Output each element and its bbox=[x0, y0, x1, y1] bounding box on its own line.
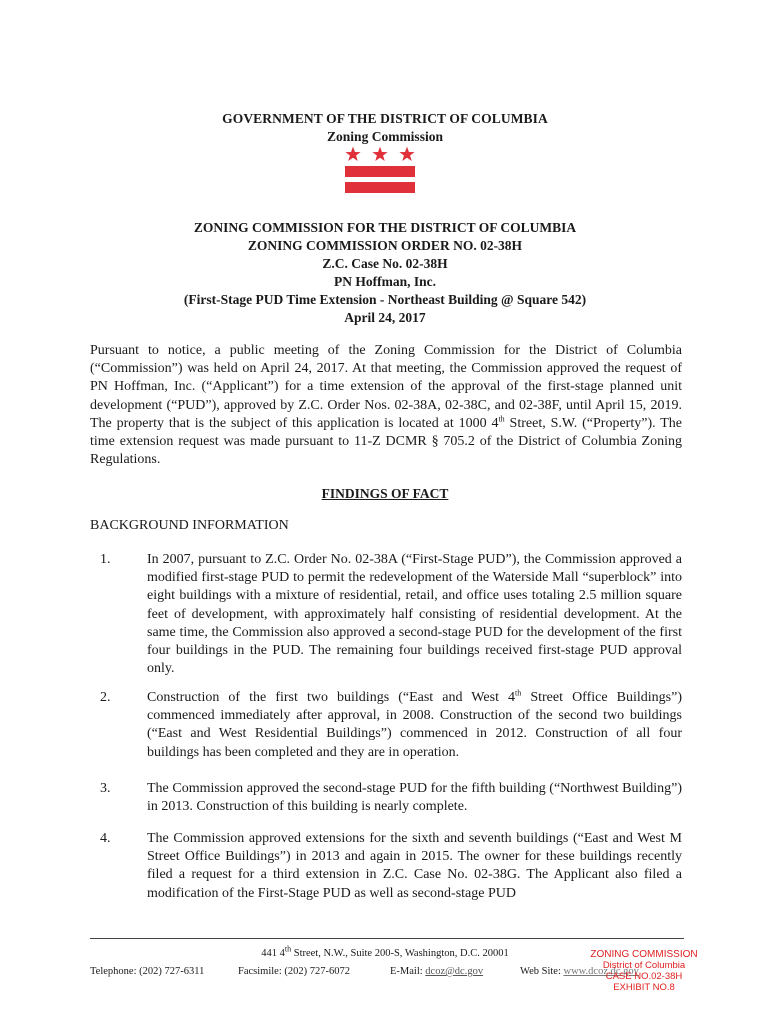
commission-heading: Zoning Commission bbox=[327, 129, 443, 144]
footer-website: Web Site: www.dcoz.dc.gov bbox=[520, 966, 639, 977]
footer-divider bbox=[90, 938, 684, 939]
stamp-line: ZONING COMMISSION bbox=[590, 949, 698, 960]
flag-bar-bottom bbox=[345, 182, 415, 193]
stamp-line: CASE NO.02-38H bbox=[605, 971, 683, 982]
footer-telephone: Telephone: (202) 727-6311 bbox=[90, 966, 205, 977]
title-line: Z.C. Case No. 02-38H bbox=[322, 256, 448, 271]
item-text: The Commission approved the second-stage PUD for the fifth building (“Northwest Building”) in 2013. Construction of this building is nearly complete. bbox=[147, 781, 682, 815]
flag-bar-top bbox=[345, 166, 415, 177]
findings-heading: FINDINGS OF FACT bbox=[321, 486, 449, 501]
website-link[interactable]: www.dcoz.dc.gov bbox=[563, 966, 639, 977]
email-link[interactable]: dcoz@dc.gov bbox=[425, 966, 484, 977]
stamp-line: EXHIBIT NO.8 bbox=[613, 982, 675, 993]
title-line: April 24, 2017 bbox=[344, 310, 426, 325]
footer-address: 441 4th Street, N.W., Suite 200-S, Washington, D.C. 20001 bbox=[261, 944, 509, 959]
order-title-block bbox=[0, 219, 770, 327]
footer-facsimile: Facsimile: (202) 727-6072 bbox=[238, 966, 350, 977]
title-line: (First-Stage PUD Time Extension - Northeast Building @ Square 542) bbox=[183, 292, 587, 307]
intro-paragraph: Pursuant to notice, a public meeting of the Zoning Commission for the District of Columbia (“Commission”) was held on April 24, 2017. At that meeting, the Commission approved the request of PN Hoffman, Inc. (“Applicant”) for a time extension of the approval of the first-stage planned unit development (“PUD”), approved by Z.C. Order Nos. 02-38A, 02-38C, and 02-38F, until April 15, 2019. The property that is the subject of this application is located at 1000 4th Street, S.W. (“Property”). The time extension request was made pursuant to 11-Z DCMR § 705.2 of the District of Columbia Zoning Regulations. bbox=[90, 343, 682, 468]
government-heading: GOVERNMENT OF THE DISTRICT OF COLUMBIA bbox=[222, 111, 548, 126]
title-line: PN Hoffman, Inc. bbox=[334, 274, 436, 289]
star-icon bbox=[345, 146, 361, 162]
item-text: Construction of the first two buildings (“East and West 4th Street Office Buildings”) commenced immediately after approval, in 2008. Construction of the second two buildings (“East and West Residential Buildings”) commenced in 2012. Construction of all four buildings has been completed and they are in operation. bbox=[147, 688, 682, 760]
item-text: In 2007, pursuant to Z.C. Order No. 02-38A (“First-Stage PUD”), the Commission approved a modified first-stage PUD to permit the redevelopment of the Waterside Mall “superblock” into eight buildings with a mixture of residential, retail, and office uses totaling 2.5 million square feet of development, with approximately half consisting of residential development. At the same time, the Commission also approved a second-stage PUD for the development of the first four buildings in the PUD. The remaining four buildings received first-stage PUD approval only. bbox=[147, 552, 682, 677]
exhibit-stamp bbox=[584, 949, 704, 993]
star-icon bbox=[399, 146, 415, 162]
star-icon bbox=[372, 146, 388, 162]
footer-email: E-Mail: dcoz@dc.gov bbox=[390, 966, 484, 977]
item-number: 1. bbox=[100, 552, 111, 567]
item-text: The Commission approved extensions for the sixth and seventh buildings (“East and West M Street Office Buildings”) in 2013 and again in 2015. The owner for these buildings recently filed a request for a third extension in Z.C. Case No. 02-38G. The Applicant also filed a modification of the First-Stage PUD as well as second-stage PUD bbox=[147, 831, 682, 901]
item-number: 3. bbox=[100, 781, 111, 796]
dc-flag-icon bbox=[345, 146, 415, 196]
title-line: ZONING COMMISSION FOR THE DISTRICT OF COLUMBIA bbox=[193, 220, 577, 235]
background-heading: BACKGROUND INFORMATION bbox=[90, 518, 289, 533]
item-number: 2. bbox=[100, 690, 111, 705]
item-number: 4. bbox=[100, 831, 111, 846]
title-line: ZONING COMMISSION ORDER NO. 02-38H bbox=[247, 238, 523, 253]
stamp-line: District of Columbia bbox=[602, 960, 686, 971]
